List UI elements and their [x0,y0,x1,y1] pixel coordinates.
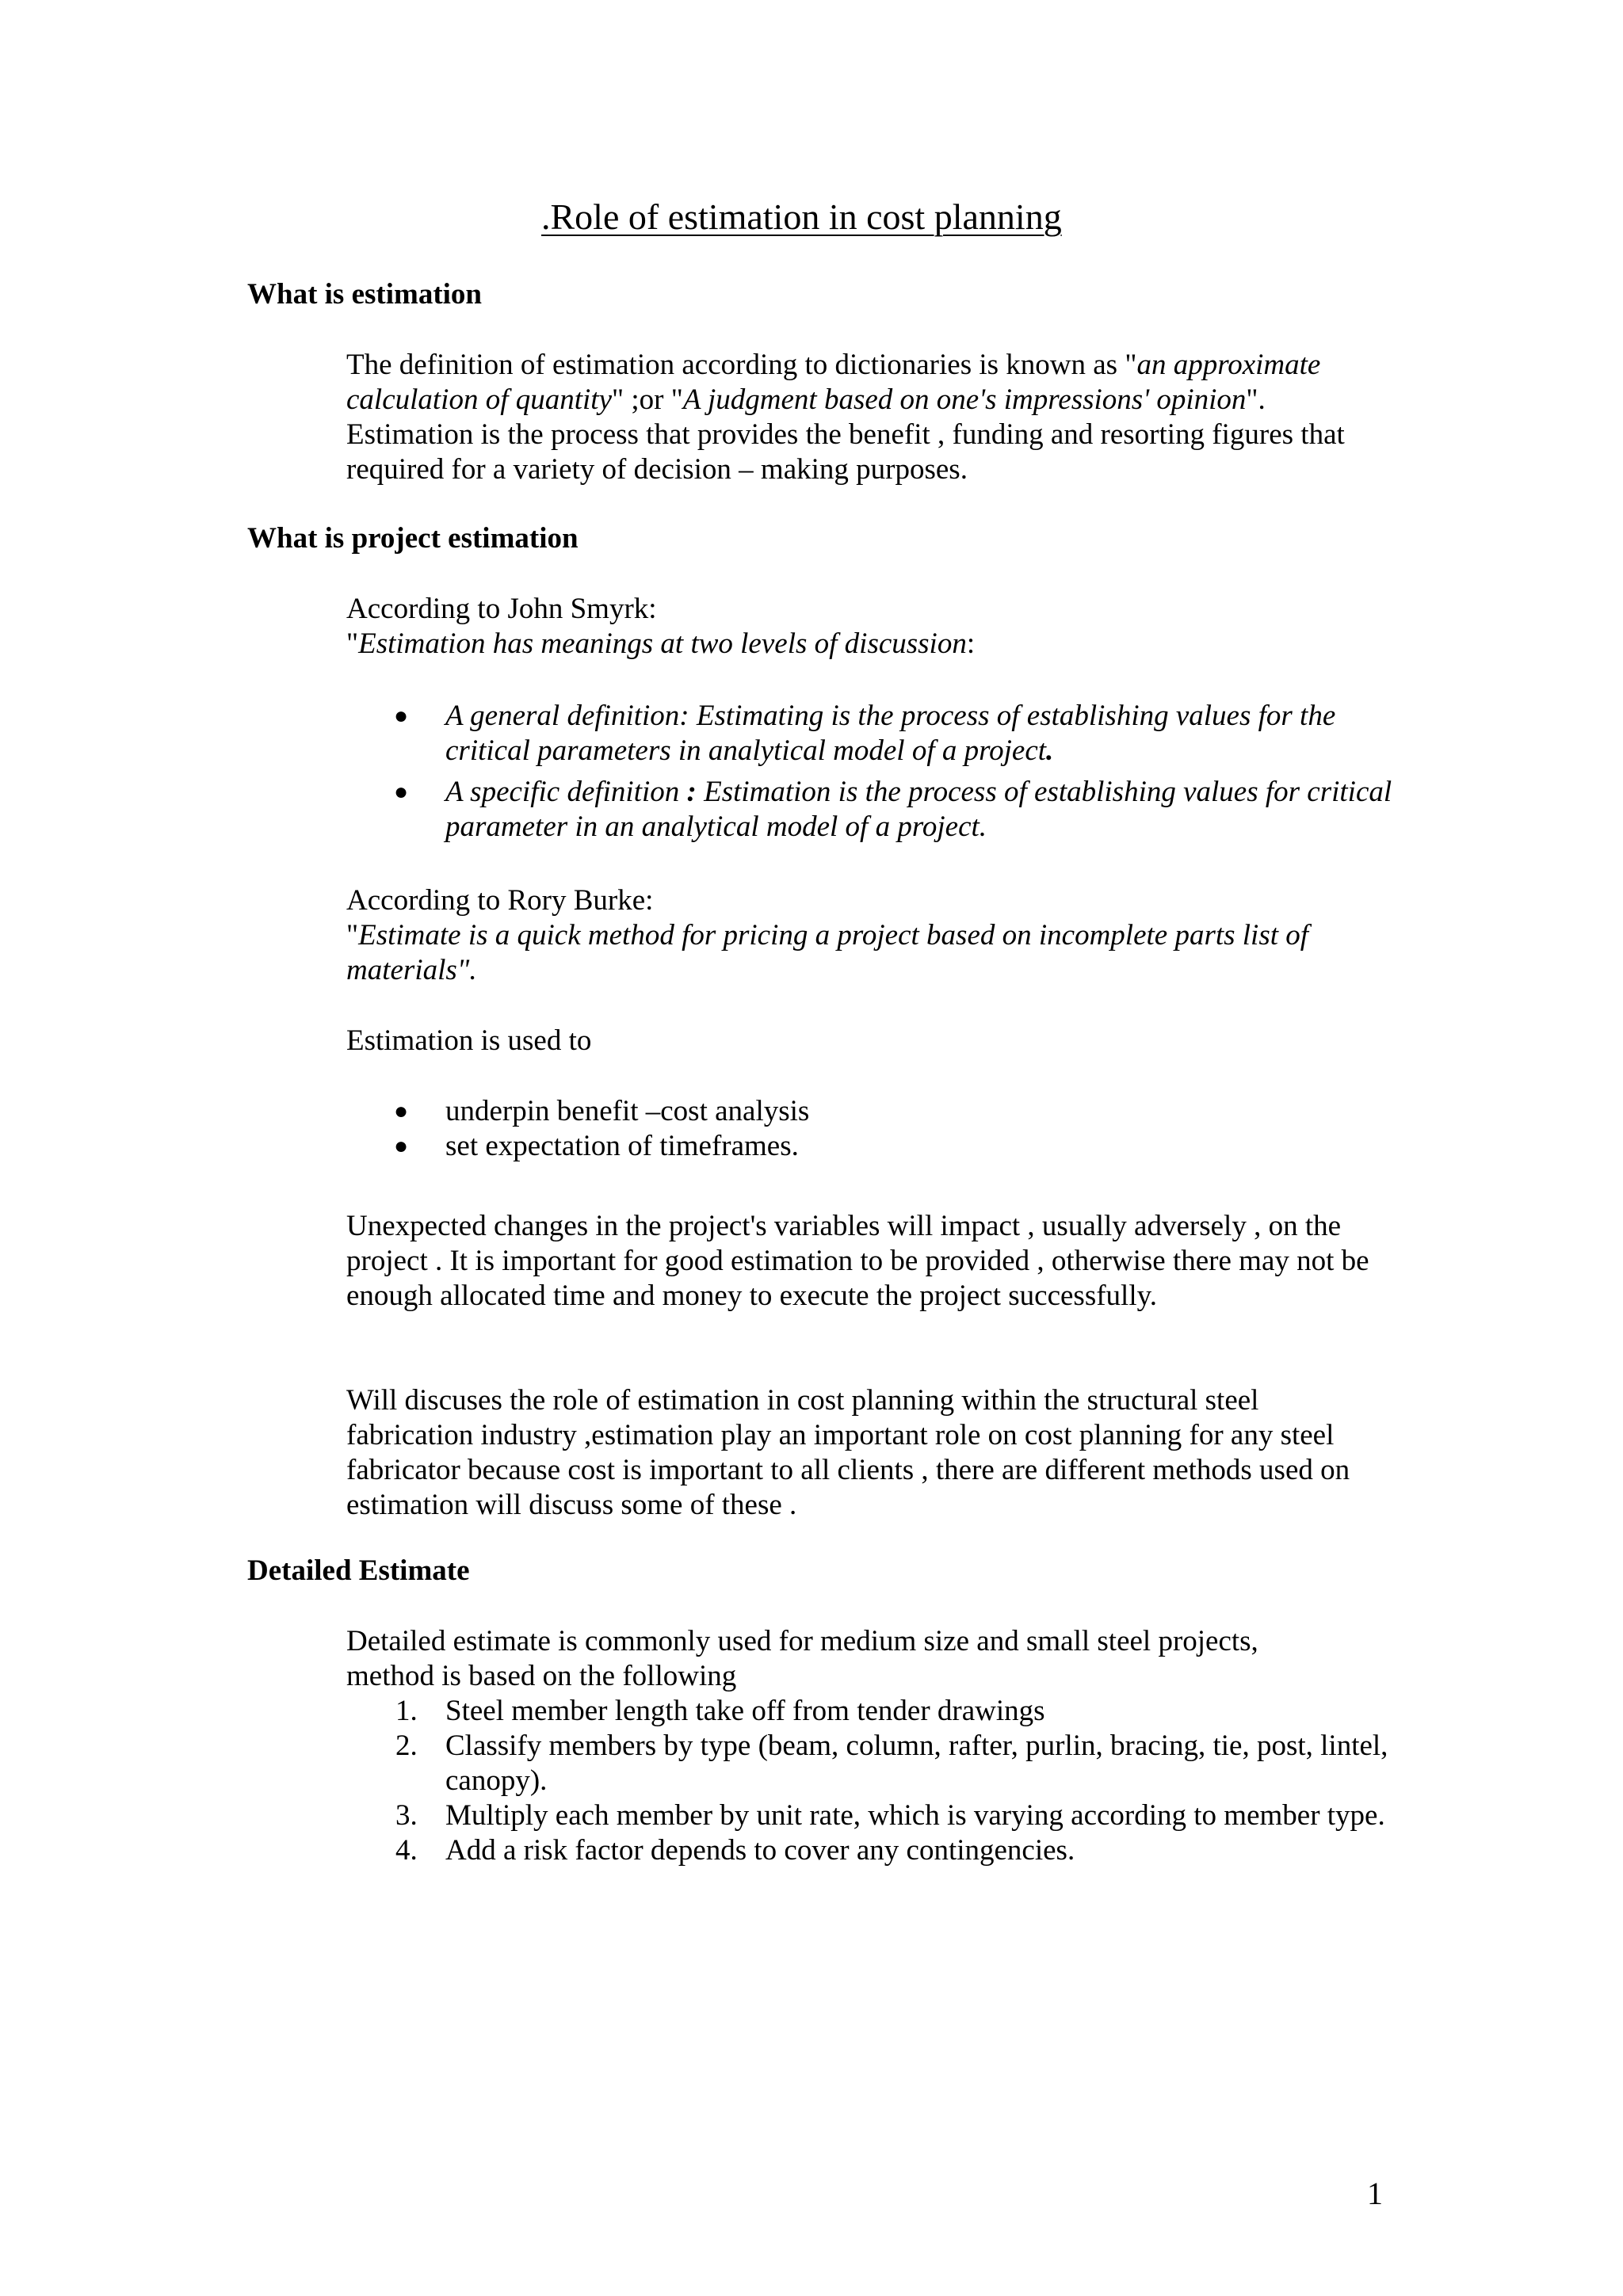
list-item [346,1694,1392,1729]
detailed-intro-line: method is based on the following [346,1660,737,1692]
step-text: Steel member length take off from tender drawings [445,1695,1045,1727]
changes-paragraph [346,1209,1392,1314]
bullet-icon: ● [394,779,409,805]
text-run: The definition of estimation according to dictionaries is known as " [346,349,1137,381]
step-number: 3. [395,1799,418,1832]
definition-general-end: . [1046,734,1054,767]
detailed-intro [346,1624,1392,1694]
step-text: Multiply each member by unit rate, which is varying according to member type. [445,1799,1385,1832]
bullet-icon: ● [394,703,409,729]
definition-specific-text: Estimation is the process of establishing values for critical parameter in an analytical model of a project. [445,776,1392,843]
definition-bullet-list [346,699,1392,845]
list-item [346,1798,1392,1833]
used-to-intro [346,1024,1392,1058]
smyrk-quote-text: Estimation has meanings at two levels of discussion [358,627,967,660]
page-number: 1 [1367,2176,1383,2211]
detailed-steps-list [346,1694,1392,1868]
colon: : [966,627,976,660]
quote-mark: " [346,919,359,952]
list-item [346,1129,1392,1164]
step-number: 2. [395,1730,418,1762]
list-item [346,1094,1392,1129]
heading-what-is-estimation: What is estimation [247,278,482,311]
bullet-icon: ● [394,1098,409,1124]
burke-quote: Estimate is a quick method for pricing a project based on incomplete parts list of materials". [346,919,1309,986]
text-run: " ;or " [612,383,683,416]
definition-general: A general definition: Estimating is the process of establishing values for the critical parameters in analytical model of a project [445,700,1336,767]
italic-definition-2: A judgment based on one's impressions' opinion [682,383,1247,416]
list-item [346,1729,1392,1798]
smyrk-intro: According to John Smyrk: [346,593,657,625]
definition-specific-colon: : [686,776,697,808]
heading-what-is-project-estimation: What is project estimation [247,522,579,555]
list-item [346,775,1392,845]
text-run: ". Estimation is the process that provides the benefit , funding and resorting figures that required for a variety of decision – making purposes. [346,383,1345,486]
document-title: .Role of estimation in cost planning [541,196,1062,237]
step-number: 4. [395,1834,418,1867]
step-text: Add a risk factor depends to cover any contingencies. [445,1834,1075,1867]
estimation-definition-paragraph [346,348,1392,487]
burke-block [346,883,1392,988]
italic-definition-1: an approximate calculation of quantity [346,349,1321,416]
list-item [346,699,1392,769]
definition-specific-label: A specific definition [445,776,687,808]
step-text: Classify members by type (beam, column, rafter, purlin, bracing, tie, post, lintel, canopy). [445,1730,1388,1797]
smyrk-block [346,592,1392,662]
list-item [346,1833,1392,1868]
quote-mark: " [346,627,359,660]
smyrk-quote [346,627,1392,662]
burke-intro: According to Rory Burke: [346,884,654,917]
bullet-icon: ● [394,1133,409,1159]
heading-detailed-estimate: Detailed Estimate [247,1554,470,1587]
changes-paragraph-text: Unexpected changes in the project's variables will impact , usually adversely , on the project . It is important for good estimation to be provided , otherwise there may not be enough allocated time and money to execute the project successfully. [346,1210,1369,1312]
used-to-item: underpin benefit –cost analysis [445,1095,810,1127]
discuss-paragraph-text: Will discuses the role of estimation in cost planning within the structural steel fabrication industry ,estimation play an important role on cost planning for any steel fabricator because cost is important to all clients , there are different methods used on estimation will discuss some of these . [346,1384,1350,1521]
detailed-intro-line: Detailed estimate is commonly used for medium size and small steel projects, [346,1625,1258,1657]
step-number: 1. [395,1695,418,1727]
discuss-paragraph [346,1383,1392,1523]
used-to-intro-text: Estimation is used to [346,1024,592,1057]
used-to-item: set expectation of timeframes. [445,1130,799,1162]
used-to-bullet-list [346,1094,1392,1164]
